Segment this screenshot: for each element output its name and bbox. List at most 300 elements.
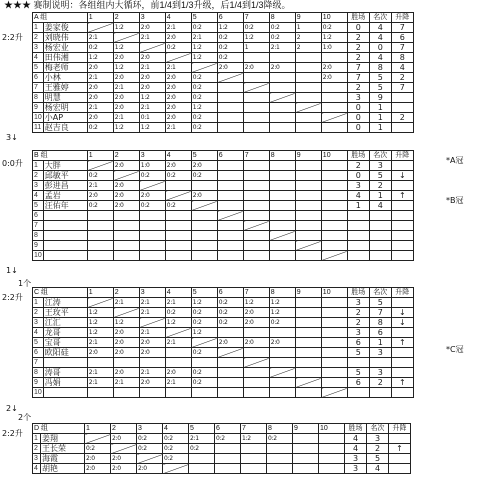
wins-cell: 3	[345, 464, 367, 474]
score-cell: 1:2	[243, 298, 269, 308]
score-cell: 1:2	[113, 63, 139, 73]
table-row	[33, 123, 414, 133]
score-cell	[165, 251, 191, 261]
score-cell	[217, 123, 243, 133]
score-cell	[295, 388, 321, 398]
score-cell: 0:2	[191, 368, 217, 378]
score-cell: 2:0	[165, 33, 191, 43]
wins-cell: 3	[347, 298, 369, 308]
table-row	[33, 181, 414, 191]
wins-cell	[347, 358, 369, 368]
wins-cell: 2	[347, 53, 369, 63]
score-cell: 0:2	[189, 444, 215, 454]
score-cell	[165, 348, 191, 358]
score-cell	[295, 348, 321, 358]
row-number: 4	[33, 464, 41, 474]
column-header: 9	[295, 288, 321, 298]
row-number: 8	[33, 368, 44, 378]
score-cell: 2:0	[191, 191, 217, 201]
self-cell	[87, 23, 113, 33]
score-cell: 2:0	[87, 93, 113, 103]
column-header: 1	[87, 151, 113, 161]
updown-cell: ↓	[391, 308, 413, 318]
rank-cell: 4	[369, 53, 391, 63]
score-cell	[269, 181, 295, 191]
table-row	[33, 211, 414, 221]
rank-cell: 6	[369, 328, 391, 338]
self-cell	[165, 191, 191, 201]
score-cell	[319, 464, 345, 474]
score-cell	[295, 171, 321, 181]
score-cell: 2:1	[165, 378, 191, 388]
score-cell	[243, 388, 269, 398]
score-cell: 0:2	[191, 378, 217, 388]
score-cell: 2:0	[87, 83, 113, 93]
score-cell: 0:2	[217, 318, 243, 328]
score-cell: 0:2	[165, 171, 191, 181]
self-cell	[191, 201, 217, 211]
updown-cell: ↑	[389, 444, 411, 454]
player-name: 大胖	[43, 161, 87, 171]
score-cell: 1:2	[87, 53, 113, 63]
updown-cell	[391, 161, 413, 171]
score-cell: 1:2	[87, 318, 113, 328]
updown-cell: 8	[391, 53, 413, 63]
score-cell: 2:1	[139, 298, 165, 308]
row-number: 1	[33, 434, 41, 444]
row-number: 3	[33, 454, 41, 464]
score-cell	[243, 53, 269, 63]
self-cell	[85, 434, 111, 444]
self-cell	[113, 308, 139, 318]
updown-cell	[391, 93, 413, 103]
table-row	[33, 378, 414, 388]
score-cell	[113, 211, 139, 221]
table-row	[33, 201, 414, 211]
column-header: 4	[165, 13, 191, 23]
column-header: 6	[217, 151, 243, 161]
player-name	[43, 251, 87, 261]
player-name: 汪佑年	[43, 201, 87, 211]
row-number: 5	[33, 338, 44, 348]
score-cell	[165, 231, 191, 241]
self-cell	[113, 33, 139, 43]
rank-cell: 7	[369, 308, 391, 318]
score-cell: 0:2	[269, 318, 295, 328]
updown-cell: 4	[391, 63, 413, 73]
table-row	[33, 221, 414, 231]
score-cell: 1:2	[191, 53, 217, 63]
player-name: 江汇	[43, 318, 87, 328]
row-number: 7	[33, 358, 44, 368]
score-cell: 0:2	[191, 123, 217, 133]
updown-cell	[391, 388, 413, 398]
score-cell	[241, 444, 267, 454]
row-number: 9	[33, 378, 44, 388]
self-cell	[243, 358, 269, 368]
score-cell	[321, 211, 347, 221]
score-cell	[243, 378, 269, 388]
column-header: 2	[113, 13, 139, 23]
row-number: 6	[33, 211, 44, 221]
wins-cell: 7	[347, 73, 369, 83]
score-cell	[217, 231, 243, 241]
score-cell: 0:2	[191, 348, 217, 358]
score-cell	[243, 73, 269, 83]
score-cell: 2:0	[137, 464, 163, 474]
wins-cell	[347, 388, 369, 398]
score-cell: 0:2	[217, 308, 243, 318]
row-number: 1	[33, 161, 44, 171]
score-cell: 1:2	[269, 298, 295, 308]
updown-cell	[391, 211, 413, 221]
wins-cell	[347, 241, 369, 251]
player-name: 刘晓伟	[43, 33, 87, 43]
wins-cell	[347, 221, 369, 231]
score-cell	[293, 434, 319, 444]
score-cell	[321, 83, 347, 93]
side-note-c-bottom: 2↓	[6, 404, 18, 413]
score-cell: 2:1	[165, 23, 191, 33]
score-cell: 2:1	[87, 368, 113, 378]
score-cell	[295, 63, 321, 73]
score-cell	[321, 201, 347, 211]
rank-cell: 1	[369, 113, 391, 123]
score-cell	[295, 221, 321, 231]
group-d-table	[32, 423, 411, 474]
column-header: 7	[243, 288, 269, 298]
row-number: 10	[34, 388, 42, 396]
score-cell: 1:2	[191, 43, 217, 53]
player-name: 小林	[43, 73, 87, 83]
self-cell	[87, 298, 113, 308]
rank-cell: 4	[369, 23, 391, 33]
column-header: 2	[113, 151, 139, 161]
column-header: 2	[113, 288, 139, 298]
table-row	[33, 251, 414, 261]
row-number: 5	[33, 201, 44, 211]
row-number: 2	[33, 33, 44, 43]
score-cell: 1:2	[241, 434, 267, 444]
score-cell	[321, 298, 347, 308]
score-cell	[191, 181, 217, 191]
score-cell: 2:0	[113, 368, 139, 378]
rank-cell: 4	[367, 464, 389, 474]
row-number: 7	[33, 221, 44, 231]
score-cell	[295, 308, 321, 318]
rank-cell: 5	[369, 298, 391, 308]
table-row	[33, 358, 414, 368]
column-header: 名次	[369, 151, 391, 161]
score-cell: 1:0	[321, 43, 347, 53]
score-cell: 2:0	[243, 338, 269, 348]
score-cell: 2:0	[113, 103, 139, 113]
score-cell	[191, 358, 217, 368]
score-cell: 2:0	[217, 338, 243, 348]
row-number: 4	[33, 328, 44, 338]
score-cell	[191, 221, 217, 231]
updown-cell: ↑	[391, 191, 413, 201]
score-cell: 1:2	[217, 23, 243, 33]
score-cell: 1:0	[139, 161, 165, 171]
score-cell	[295, 161, 321, 171]
column-header: 3	[139, 13, 165, 23]
score-cell	[269, 328, 295, 338]
score-cell	[293, 454, 319, 464]
score-cell: 0:2	[165, 201, 191, 211]
score-cell: 2:0	[165, 161, 191, 171]
column-header: 胜场	[347, 288, 369, 298]
updown-cell: 7	[391, 83, 413, 93]
player-name: 孟岩	[43, 191, 87, 201]
player-name: 赵吉良	[43, 123, 87, 133]
rank-cell: 9	[369, 93, 391, 103]
player-name: 明慧	[43, 93, 87, 103]
rank-cell: 4	[369, 33, 391, 43]
table-row	[33, 231, 414, 241]
score-cell	[267, 454, 293, 464]
player-name: 王雅婷	[43, 83, 87, 93]
self-cell	[163, 464, 189, 474]
wins-cell	[347, 211, 369, 221]
score-cell	[139, 211, 165, 221]
score-cell	[269, 123, 295, 133]
score-cell: 0:2	[163, 444, 189, 454]
score-cell	[87, 221, 113, 231]
score-cell	[243, 191, 269, 201]
score-cell	[241, 464, 267, 474]
updown-cell: ↑	[391, 378, 413, 388]
score-cell: 2:0	[243, 308, 269, 318]
score-cell: 2:0	[217, 63, 243, 73]
score-cell: 2:1	[189, 434, 215, 444]
score-cell: 0:2	[139, 201, 165, 211]
score-cell	[189, 464, 215, 474]
player-name: 王长荣	[41, 444, 85, 454]
score-cell	[243, 93, 269, 103]
score-cell	[321, 93, 347, 103]
score-cell	[217, 328, 243, 338]
updown-cell	[391, 231, 413, 241]
score-cell: 2:1	[139, 33, 165, 43]
score-cell: 2:1	[87, 33, 113, 43]
column-header: 3	[139, 288, 165, 298]
score-cell: 0:2	[217, 43, 243, 53]
score-cell: 2:0	[139, 83, 165, 93]
score-cell	[321, 191, 347, 201]
score-cell: 2:0	[113, 93, 139, 103]
score-cell	[295, 318, 321, 328]
score-cell: 2:0	[87, 191, 113, 201]
player-name	[43, 231, 87, 241]
self-cell	[139, 181, 165, 191]
score-cell: 2:0	[87, 63, 113, 73]
rules-header: ★★★ 赛制说明：各组组内大循环，前1/4到1/3升级，后1/4到1/3降级。	[4, 0, 291, 10]
self-cell	[191, 63, 217, 73]
updown-cell	[389, 464, 411, 474]
column-header: 7	[243, 151, 269, 161]
table-row	[33, 63, 414, 73]
wins-cell: 2	[347, 43, 369, 53]
wins-cell: 0	[347, 123, 369, 133]
column-header: 8	[269, 13, 295, 23]
score-cell: 2	[295, 33, 321, 43]
rank-cell	[369, 241, 391, 251]
wins-cell: 0	[347, 23, 369, 33]
wins-cell: 6	[347, 378, 369, 388]
score-cell	[191, 388, 217, 398]
score-cell: 2:0	[113, 338, 139, 348]
updown-cell: ↓	[391, 171, 413, 181]
self-cell	[269, 93, 295, 103]
score-cell: 2:0	[139, 348, 165, 358]
row-number: 3	[33, 181, 44, 191]
score-cell: 1:2	[191, 328, 217, 338]
row-number: 4	[33, 191, 44, 201]
score-cell	[243, 201, 269, 211]
score-cell: 2:0	[243, 318, 269, 328]
score-cell	[87, 251, 113, 261]
table-row	[33, 338, 414, 348]
score-cell	[217, 83, 243, 93]
score-cell	[321, 378, 347, 388]
score-cell	[87, 211, 113, 221]
score-cell: 2:1	[139, 308, 165, 318]
column-header: 升降	[391, 151, 413, 161]
score-cell: 2:0	[165, 93, 191, 103]
column-header: 5	[189, 424, 215, 434]
rank-cell: 2	[369, 181, 391, 191]
score-cell	[243, 171, 269, 181]
score-cell: 0:2	[87, 123, 113, 133]
score-cell	[295, 181, 321, 191]
column-header: 4	[165, 288, 191, 298]
table-row	[33, 444, 411, 454]
table-row	[33, 23, 414, 33]
column-header: 2	[111, 424, 137, 434]
wins-cell	[347, 231, 369, 241]
updown-cell: ↓	[391, 318, 413, 328]
score-cell: 2:1	[87, 338, 113, 348]
score-cell	[269, 161, 295, 171]
score-cell: 2:1	[165, 338, 191, 348]
score-cell: 0:2	[191, 23, 217, 33]
score-cell: 2:0	[139, 73, 165, 83]
score-cell	[215, 444, 241, 454]
self-cell	[165, 53, 191, 63]
wins-cell: 4	[345, 444, 367, 454]
score-cell: 0:2	[321, 23, 347, 33]
score-cell: 2:1	[113, 298, 139, 308]
score-cell	[321, 308, 347, 318]
score-cell: 2:0	[321, 63, 347, 73]
row-number: 4	[33, 53, 44, 63]
column-header: 名次	[367, 424, 389, 434]
score-cell	[295, 53, 321, 63]
row-number: 5	[33, 63, 44, 73]
row-number: 2	[33, 444, 41, 454]
score-cell	[295, 328, 321, 338]
wins-cell: 3	[347, 93, 369, 103]
score-cell: 1:2	[113, 318, 139, 328]
group-c-table	[32, 287, 414, 398]
score-cell	[269, 221, 295, 231]
self-cell	[269, 231, 295, 241]
column-header: 5	[191, 151, 217, 161]
updown-cell: 7	[391, 43, 413, 53]
score-cell	[139, 231, 165, 241]
table-row	[33, 308, 414, 318]
column-header: 胜场	[347, 151, 369, 161]
updown-cell: 7	[391, 23, 413, 33]
wins-cell: 1	[347, 201, 369, 211]
score-cell: 0:2	[191, 318, 217, 328]
score-cell: 0:2	[269, 23, 295, 33]
score-cell	[321, 348, 347, 358]
score-cell	[113, 358, 139, 368]
score-cell	[295, 191, 321, 201]
score-cell	[139, 358, 165, 368]
self-cell	[243, 83, 269, 93]
table-row	[33, 368, 414, 378]
row-number: 10	[34, 113, 42, 121]
column-header: 胜场	[345, 424, 367, 434]
row-number: 8	[33, 93, 44, 103]
side-note-c-top: 2:2升	[2, 293, 23, 302]
score-cell	[217, 171, 243, 181]
player-name: 冯娟	[43, 378, 87, 388]
wins-cell: 2	[347, 318, 369, 328]
rank-cell: 1	[369, 123, 391, 133]
self-cell	[321, 388, 347, 398]
player-name: 宝哥	[43, 338, 87, 348]
updown-cell	[391, 241, 413, 251]
column-header: 1	[85, 424, 111, 434]
rank-cell: 4	[369, 201, 391, 211]
score-cell: 0:2	[137, 434, 163, 444]
rank-cell: 0	[369, 43, 391, 53]
column-header: 6	[215, 424, 241, 434]
score-cell	[87, 241, 113, 251]
wins-cell: 2	[347, 308, 369, 318]
score-cell	[321, 171, 347, 181]
score-cell	[293, 444, 319, 454]
score-cell: 2:0	[139, 23, 165, 33]
score-cell: 2:1	[191, 33, 217, 43]
updown-cell	[391, 181, 413, 191]
wins-cell: 6	[347, 338, 369, 348]
row-number: 6	[33, 73, 44, 83]
score-cell: 2:0	[111, 434, 137, 444]
score-cell: 0:2	[137, 444, 163, 454]
side-note-b-up: 1个	[18, 279, 32, 288]
row-number: 3	[33, 43, 44, 53]
rank-cell: 3	[369, 161, 391, 171]
rank-cell	[369, 358, 391, 368]
rank-cell: 3	[369, 368, 391, 378]
score-cell	[243, 181, 269, 191]
score-cell	[217, 93, 243, 103]
group-label: A 组	[33, 13, 88, 23]
self-cell	[113, 171, 139, 181]
score-cell: 0:2	[191, 83, 217, 93]
updown-cell	[391, 201, 413, 211]
score-cell: 2:0	[139, 53, 165, 63]
side-note-b-top: 0:0升	[2, 159, 23, 168]
column-header: 8	[267, 424, 293, 434]
table-row	[33, 103, 414, 113]
column-header: 10	[321, 288, 347, 298]
